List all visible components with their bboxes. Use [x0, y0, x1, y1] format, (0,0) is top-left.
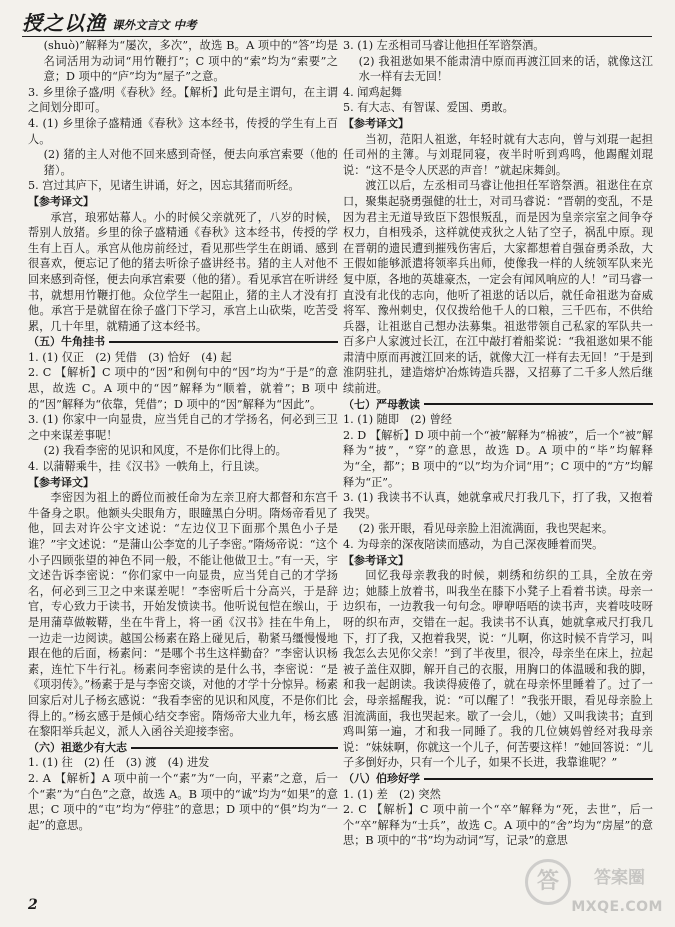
page-number: 2 — [28, 897, 38, 913]
section-heading: （七）严母教读 — [343, 397, 653, 413]
answer-line: (2) 我祖逖如果不能肃清中原而再渡江回来的话，就像这江水一样有去无回！ — [358, 54, 653, 84]
answer-line: 2. C 【解析】C 项中前一个“卒”解释为“死，去世”，后一个“卒”解释为“士兵”，故选 C。A 项中的“舍”均为“房屋”的意思；B 项中的“书”均为动词“写，记录”的意思 — [343, 803, 653, 848]
watermark-site-name: 答案圈 — [594, 868, 645, 888]
answer-line: 5. 有大志、有智谋、爱国、勇敢。 — [343, 101, 514, 115]
answer-line: 3. (1) 你家中一向显贵，应当凭自己的才学扬名，何必到三卫之中来谋差事呢！ — [28, 413, 338, 442]
translation-paragraph: 李密因为祖上的爵位而被任命为左亲卫府大都督和东宫千牛备身之职。他额头尖眼角方，眼瞳黑白分明。隋炀帝看见了他，回去对许公宇文述说：“左边仪卫下面那个黑色小子是谁？”宇文述说：“是蒲山公李宽的儿子李密。”隋炀帝说：“这个小子四顾张望的神色不同一般，不能让他做卫士。”有一天，宇文述告诉李密说：“你们家中一向显贵，应当凭自己的才学扬名，何必到三卫之中来谋差呢！”李密听后十分高兴，于是辞官，专心致力于读书，开始发愤读书。他听说包恺在缑山，于是用蒲草做鞍鞯，坐在牛背上，将一函《汉书》挂在牛角上，一边走一边阅读。越国公杨素在路上碰见后，勒紧马缰慢慢地跟在他的后面，杨素问：“是哪个书生这样勤奋？”李密认识杨素，连忙下牛行礼。杨素问李密读的是什么书，李密说：“是《项羽传》。”杨素于是与李密交谈，对他的才学十分惊异。杨素回家后对儿子杨玄感说：“我看李密的见识和风度，不是你们比得上的。”杨玄感于是倾心结交李密。隋炀帝大业九年，杨玄感在黎阳举兵起义，派人入函谷关迎接李密。 — [28, 491, 338, 739]
answer-line: 4. (1) 乡里徐子盛精通《春秋》这本经书，传授的学生有上百人。 — [28, 116, 338, 146]
watermark — [513, 859, 663, 919]
section-heading: （八）伯珍好学 — [343, 771, 653, 787]
answer-line: (2) 我看李密的见识和风度，不是你们比得上的。 — [43, 444, 287, 458]
answer-line: 3. (1) 左丞相司马睿让他担任军谘祭酒。 — [343, 39, 545, 52]
right-column — [343, 38, 653, 849]
answer-line: (shuò)”解释为“屡次，多次”，故选 B。A 项中的“答”均是名词活用为动词“用竹鞭打”；C 项中的“索”均为“索要”之意；D 项中的“庐”均为“屋子”之意。 — [43, 39, 338, 84]
answer-line: 1. (1) 仅正 (2) 凭借 (3) 恰好 (4) 起 — [28, 350, 232, 364]
reference-translation-heading: 【参考译文】 — [28, 475, 94, 489]
left-column — [28, 38, 338, 833]
watermark-url: MXQE.COM — [571, 899, 663, 915]
answer-line: 1. (1) 差 (2) 突然 — [343, 787, 441, 801]
answer-line: (2) 猪的主人对他不回来感到奇怪，便去向承宫索要（他的猪）。 — [43, 148, 338, 177]
reference-translation-heading: 【参考译文】 — [343, 116, 409, 130]
answer-line: 2. D 【解析】D 项中前一个“被”解释为“棉被”，后一个“被”解释为“披”，“穿”的意思，故选 D。A 项中的“毕”均解释为“全，都”；B 项中的“以”均为介词“用”；C 项中的“方”均解释为“正”。 — [343, 428, 653, 489]
section-heading: （六）祖逖少有大志 — [28, 740, 338, 756]
answer-line: 1. (1) 往 (2) 任 (3) 渡 (4) 进发 — [28, 756, 210, 770]
answer-line: 2. C 【解析】C 项中的“因”和例句中的“因”均为“于是”的意思，故选 C。A 项中的“因”解释为“顺着，就着”；B 项中的“因”解释为“依靠，凭借”；D 项中的“因”解释为“因此”。 — [28, 366, 338, 411]
answer-line: 5. 宫过其庐下，见诸生讲诵，好之，因忘其猪而听经。 — [28, 179, 300, 193]
book-logo: 授之以渔 — [22, 11, 106, 35]
reference-translation-heading: 【参考译文】 — [28, 194, 94, 208]
translation-paragraph: 回忆我母亲教我的时候，刺绣和纺织的工具，全放在旁边；她膝上放着书，叫我坐在膝下小凳子上看着书读。母亲一边织布，一边教我一句句念。咿咿唔唔的读书声，夹着吱吱呀呀的织布声，交错在一起。我读书不认真，她就拿戒尺打我几下，打了我，又抱着我哭，说：“儿啊，你这时候不肯学习，叫我怎么去见你父亲！”到了半夜里，很冷，母亲坐在床上，拉起被子盖住双脚，解开自己的衣服，用胸口的体温暖和我的脚，和我一起朗读。我读得疲倦了，就在母亲怀里睡着了。过了一会，母亲摇醒我，说：“可以醒了！”我张开眼，看见母亲脸上泪流满面，我也哭起来。歇了一会儿，（她）又叫我读书；直到鸡叫第一遍，才和我一同睡了。我的几位姨妈曾经对我母亲说：“妹妹啊，你就这一个儿子，何苦要这样！”她回答说：“儿子多倒好办，只有一个儿子，如果不长进，我靠谁呢？” — [343, 569, 653, 770]
series-title: 课外文言文 中考 — [112, 18, 197, 32]
translation-paragraph: 承宫，琅邪姑幕人。小的时候父亲就死了，八岁的时候，帮别人放猪。乡里的徐子盛精通《春秋》这本经书，传授的学生有上百人。承宫从他房前经过，看见那些学生在朗诵、感到很喜欢，便忘记了他的猪去听徐子盛讲经书。猪的主人对他不回来感到奇怪，便去向承宫索要（他的猪）。看见承宫在听讲经书，就想用竹鞭打他。众位学生一起阻止，猪的主人才没有打他。承宫于是就留在徐子盛门下学习，承宫上山砍柴，吃苦受累，几十年里，就精通了这本经书。 — [28, 210, 338, 333]
answer-line: 4. 以蒲鞯乘牛，挂《汉书》一帙角上，行且读。 — [28, 460, 266, 474]
answer-line: (2) 张开眼，看见母亲脸上泪流满面，我也哭起来。 — [358, 522, 614, 536]
translation-paragraph: 渡江以后，左丞相司马睿让他担任军谘祭酒。祖逖住在京口，聚集起骁勇强健的壮士，对司马睿说：“晋朝的变乱，不是因为君主无道导致臣下怨恨叛乱，而是因为皇亲宗室之间争夺权力，自相残杀，这样就使戎狄之人钻了空子，祸乱中原。现在晋朝的遗民遭到摧残伤害后，大家都想着自强奋勇杀敌，大王假如能够派遣将领率兵出师，使像我一样的人统领军队来光复中原，各地的英雄豪杰，一定会有闻风响应的人！”司马睿一直没有北伐的志向，他听了祖逖的话以后，就任命祖逖为奋威将军、豫州刺史，仅仅拨给他千人的口粮，三千匹布，不供给兵器，让祖逖自己想办法募集。祖逖带领自己私家的军队共一百多户人家渡过长江，在江中敲打着船桨说：“我祖逖如果不能肃清中原而再渡江回来的话，就像大江一样有去无回！”于是到淮阴驻扎，建造熔炉冶炼铸造兵器，又招募了二千多人然后继续前进。 — [343, 179, 653, 396]
page-header — [22, 6, 652, 37]
translation-paragraph: 当初，范阳人祖逖，年轻时就有大志向，曾与刘琨一起担任司州的主簿。与刘琨同寝，夜半时听到鸡鸣，他踢醒刘琨说：“这不是令人厌恶的声音！”就起床舞剑。 — [343, 132, 653, 177]
answer-line: 2. A 【解析】A 项中前一个“素”为“一向，平素”之意，后一个“素”为“白色”之意，故选 A。B 项中的“诚”均为“如果”的意思；C 项中的“屯”均为“停驻”的意思；D 项中的“俱”均为“一起”的意思。 — [28, 771, 338, 832]
answer-line: 3. 乡里徐子盛/明《春秋》经。【解析】此句是主谓句，在主谓之间划分即可。 — [28, 85, 338, 115]
watermark-badge: 答 — [525, 859, 571, 905]
answer-line: 1. (1) 随即 (2) 曾经 — [343, 413, 452, 427]
answer-line: 3. (1) 我读书不认真，她就拿戒尺打我几下，打了我，又抱着我哭。 — [343, 491, 653, 520]
answer-line: 4. 闻鸡起舞 — [343, 85, 402, 99]
section-heading: （五）牛角挂书 — [28, 334, 338, 350]
reference-translation-heading: 【参考译文】 — [343, 553, 409, 567]
answer-line: 4. 为母亲的深夜陪读而感动，为自己深夜睡着而哭。 — [343, 538, 604, 551]
